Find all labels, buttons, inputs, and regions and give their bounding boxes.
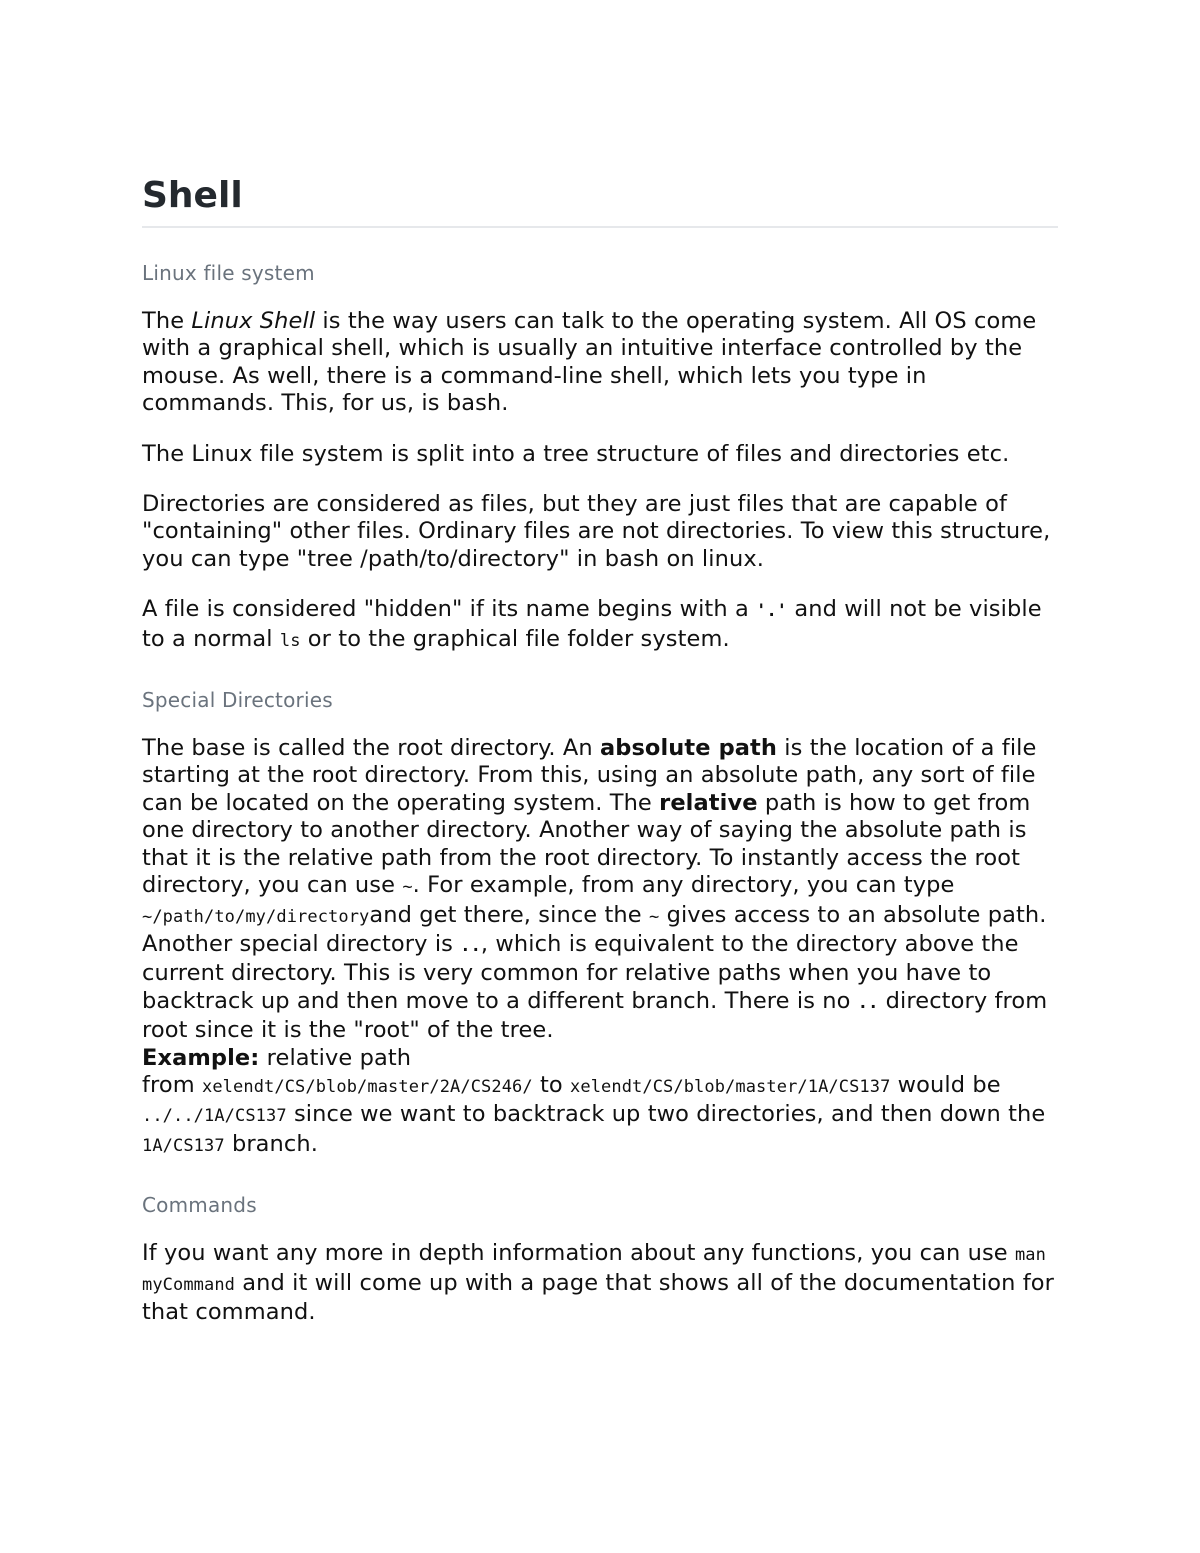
inline-code-tilde-2: ~	[648, 906, 660, 927]
document-page	[142, 172, 1058, 1349]
linux-fs-paragraph-3: Directories are considered as files, but they are just files that are capable of "containing" other files. Ordinary files are not directories. To view this structure, you can type "tree /path/to/directory" in bash on linux.	[142, 491, 1051, 572]
inline-code-branch: 1A/CS137	[142, 1135, 225, 1156]
linux-fs-paragraph-4: A file is considered "hidden" if its name begins with a '.' and will not be visible to a normal ls or to the graphical file folder system.	[142, 596, 1042, 652]
inline-code-man: man myCommand	[142, 1245, 1046, 1295]
inline-code-relative-path: ../../1A/CS137	[142, 1106, 287, 1127]
inline-code-path: ~/path/to/my/directory	[142, 906, 370, 927]
example-label-line: Example: relative path	[142, 1044, 412, 1071]
inline-code-source-path: xelendt/CS/blob/master/2A/CS246/	[202, 1076, 533, 1097]
inline-code-tilde: ~	[402, 877, 413, 898]
example-paragraph: from xelendt/CS/blob/master/2A/CS246/ to xelendt/CS/blob/master/1A/CS137 would be ../../1A/CS137 since we want to backtrack up two directories, and then down the 1A/CS137 branch.	[142, 1071, 1046, 1157]
relative-term: relative	[659, 789, 758, 816]
section-heading-linux-file-system: Linux file system	[142, 261, 315, 285]
commands-paragraph-1: If you want any more in depth information about any functions, you can use man myCommand and it will come up with a page that shows all of the documentation for that command.	[142, 1240, 1055, 1325]
inline-code-dot: '.'	[756, 601, 788, 622]
linux-fs-paragraph-2: The Linux file system is split into a tree structure of files and directories etc.	[142, 440, 1010, 467]
page-title: Shell	[142, 175, 243, 216]
inline-code-target-path: xelendt/CS/blob/master/1A/CS137	[570, 1076, 891, 1097]
absolute-path-term: absolute path	[599, 735, 778, 762]
example-label: Example:	[142, 1044, 260, 1071]
linux-fs-paragraph-1: The Linux Shell is the way users can talk to the operating system. All OS come with a graphical shell, which is usually an intuitive interface controlled by the mouse. As well, there is a command-line shell, which lets you type in commands. This, for us, is bash.	[142, 308, 1037, 417]
special-dirs-paragraph-2: Another special directory is .., which is equivalent to the directory above the current directory. This is very common for relative paths when you have to backtrack up and then move to a different branch. There is no .. directory from root since it is the "root" of the tree.	[142, 930, 1048, 1044]
special-dirs-paragraph-1: The base is called the root directory. An absolute path is the location of a file starting at the root directory. From this, using an absolute path, any sort of file can be located on the operating system. The relative path is how to get from one directory to another directory. Another way of saying the absolute path is that it is the relative path from the root directory. To instantly access the root directory, you can use ~. For example, from any directory, you can type ~/path/to/my/directoryand get there, since the ~ gives access to an absolute path.	[142, 735, 1047, 928]
title-divider	[142, 226, 1058, 228]
linux-shell-emphasis: Linux Shell	[191, 308, 316, 334]
inline-code-dotdot: ..	[460, 935, 481, 956]
inline-code-ls: ls	[279, 630, 301, 651]
inline-code-dotdot-2: ..	[857, 992, 879, 1013]
section-heading-special-directories: Special Directories	[142, 688, 333, 713]
section-heading-commands: Commands	[142, 1193, 257, 1218]
